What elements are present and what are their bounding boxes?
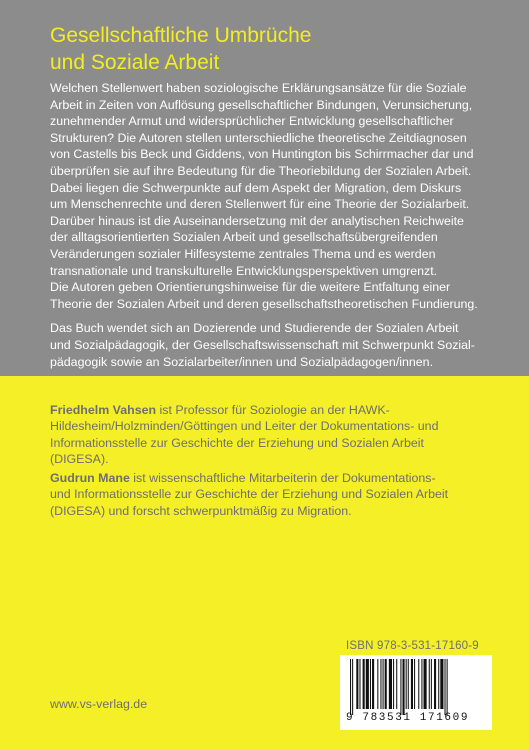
isbn-label: ISBN 978-3-531-17160-9 [346, 640, 479, 652]
blurb-line: von Castells bis Beck und Giddens, von Huntington bis Schirrmacher dar und [50, 147, 474, 162]
blurb-paragraph [50, 80, 500, 312]
author-bio-line: (DIGESA). [50, 452, 109, 467]
book-title-line-2: und Soziale Arbeit [50, 51, 220, 74]
blurb-line: überprüfen sie auf ihre Bedeutung für die Theoriebildung der Sozialen Arbeit. [50, 163, 472, 178]
book-blurb [50, 80, 500, 370]
author-bio-line: (DIGESA) und forscht schwerpunktmäßig zu Migration. [50, 503, 352, 518]
author-name: Friedhelm Vahsen [50, 403, 157, 417]
blurb-line: Arbeit in Zeiten von Auflösung gesellschaftlicher Bindungen, Verunsicherung, [50, 97, 473, 112]
isbn-barcode [340, 655, 492, 730]
audience-paragraph [50, 320, 500, 370]
author-bio-text: ist Professor für Soziologie an der HAWK- [156, 403, 390, 417]
book-title [50, 22, 490, 76]
author-bio-mane [50, 470, 500, 519]
author-bio-line: Informationsstelle zur Geschichte der Erziehung und Sozialen Arbeit [50, 435, 424, 450]
blurb-line: Welchen Stellenwert haben soziologische Erklärungsansätze für die Soziale [50, 81, 467, 95]
blurb-line: Die Autoren geben Orientierungshinweise für die weitere Entfaltung einer [50, 280, 451, 295]
publisher-website: www.vs-verlag.de [50, 697, 148, 711]
author-bio-line: Hildesheim/Holzminden/Göttingen und Leiter der Dokumentations- und [50, 419, 439, 434]
author-bio-text: ist wissenschaftliche Mitarbeiterin der Dokumentations- [129, 471, 436, 485]
audience-line: und Sozialpädagogik, der Gesellschaftswissenschaft mit Schwerpunkt Sozial- [50, 337, 475, 352]
blurb-line: transnationale und transkulturelle Entwicklungsperspektiven umgrenzt. [50, 263, 438, 278]
audience-line: Das Buch wendet sich an Dozierende und Studierende der Sozialen Arbeit [50, 321, 459, 336]
blurb-line: Dabei liegen die Schwerpunkte auf dem Aspekt der Migration, dem Diskurs [50, 180, 462, 195]
author-name: Gudrun Mane [50, 471, 130, 485]
book-title-line-1: Gesellschaftliche Umbrüche [50, 24, 312, 47]
blurb-line: Darüber hinaus ist die Auseinandersetzung mit der analytischen Reichweite [50, 213, 464, 228]
blurb-line: Veränderungen sozialer Hilfesysteme zentrales Thema und es werden [50, 246, 436, 261]
barcode-bars-icon [350, 659, 482, 715]
author-bio-line: und Informationsstelle zur Geschichte der Erziehung und Sozialen Arbeit [50, 487, 449, 502]
audience-line: pädagogik sowie an Sozialarbeiter/innen und Sozialpädagogen/innen. [50, 354, 434, 369]
barcode-digits: 9 783531 171609 [346, 712, 470, 724]
blurb-line: Strukturen? Die Autoren stellen unterschiedliche theoretische Zeitdiagnosen [50, 130, 467, 145]
blurb-line: um Menschenrechte und deren Stellenwert für eine Theorie der Sozialarbeit. [50, 197, 470, 212]
author-bio-vahsen [50, 402, 500, 468]
blurb-line: Theorie der Sozialen Arbeit und deren gesellschaftstheoretischen Fundierung. [50, 296, 478, 311]
blurb-line: der alltagsorientierten Sozialen Arbeit und gesellschaftsübergreifenden [50, 230, 438, 245]
blurb-line: zunehmender Armut und widersprüchlicher Entwicklung gesellschaftlicher [50, 114, 454, 129]
